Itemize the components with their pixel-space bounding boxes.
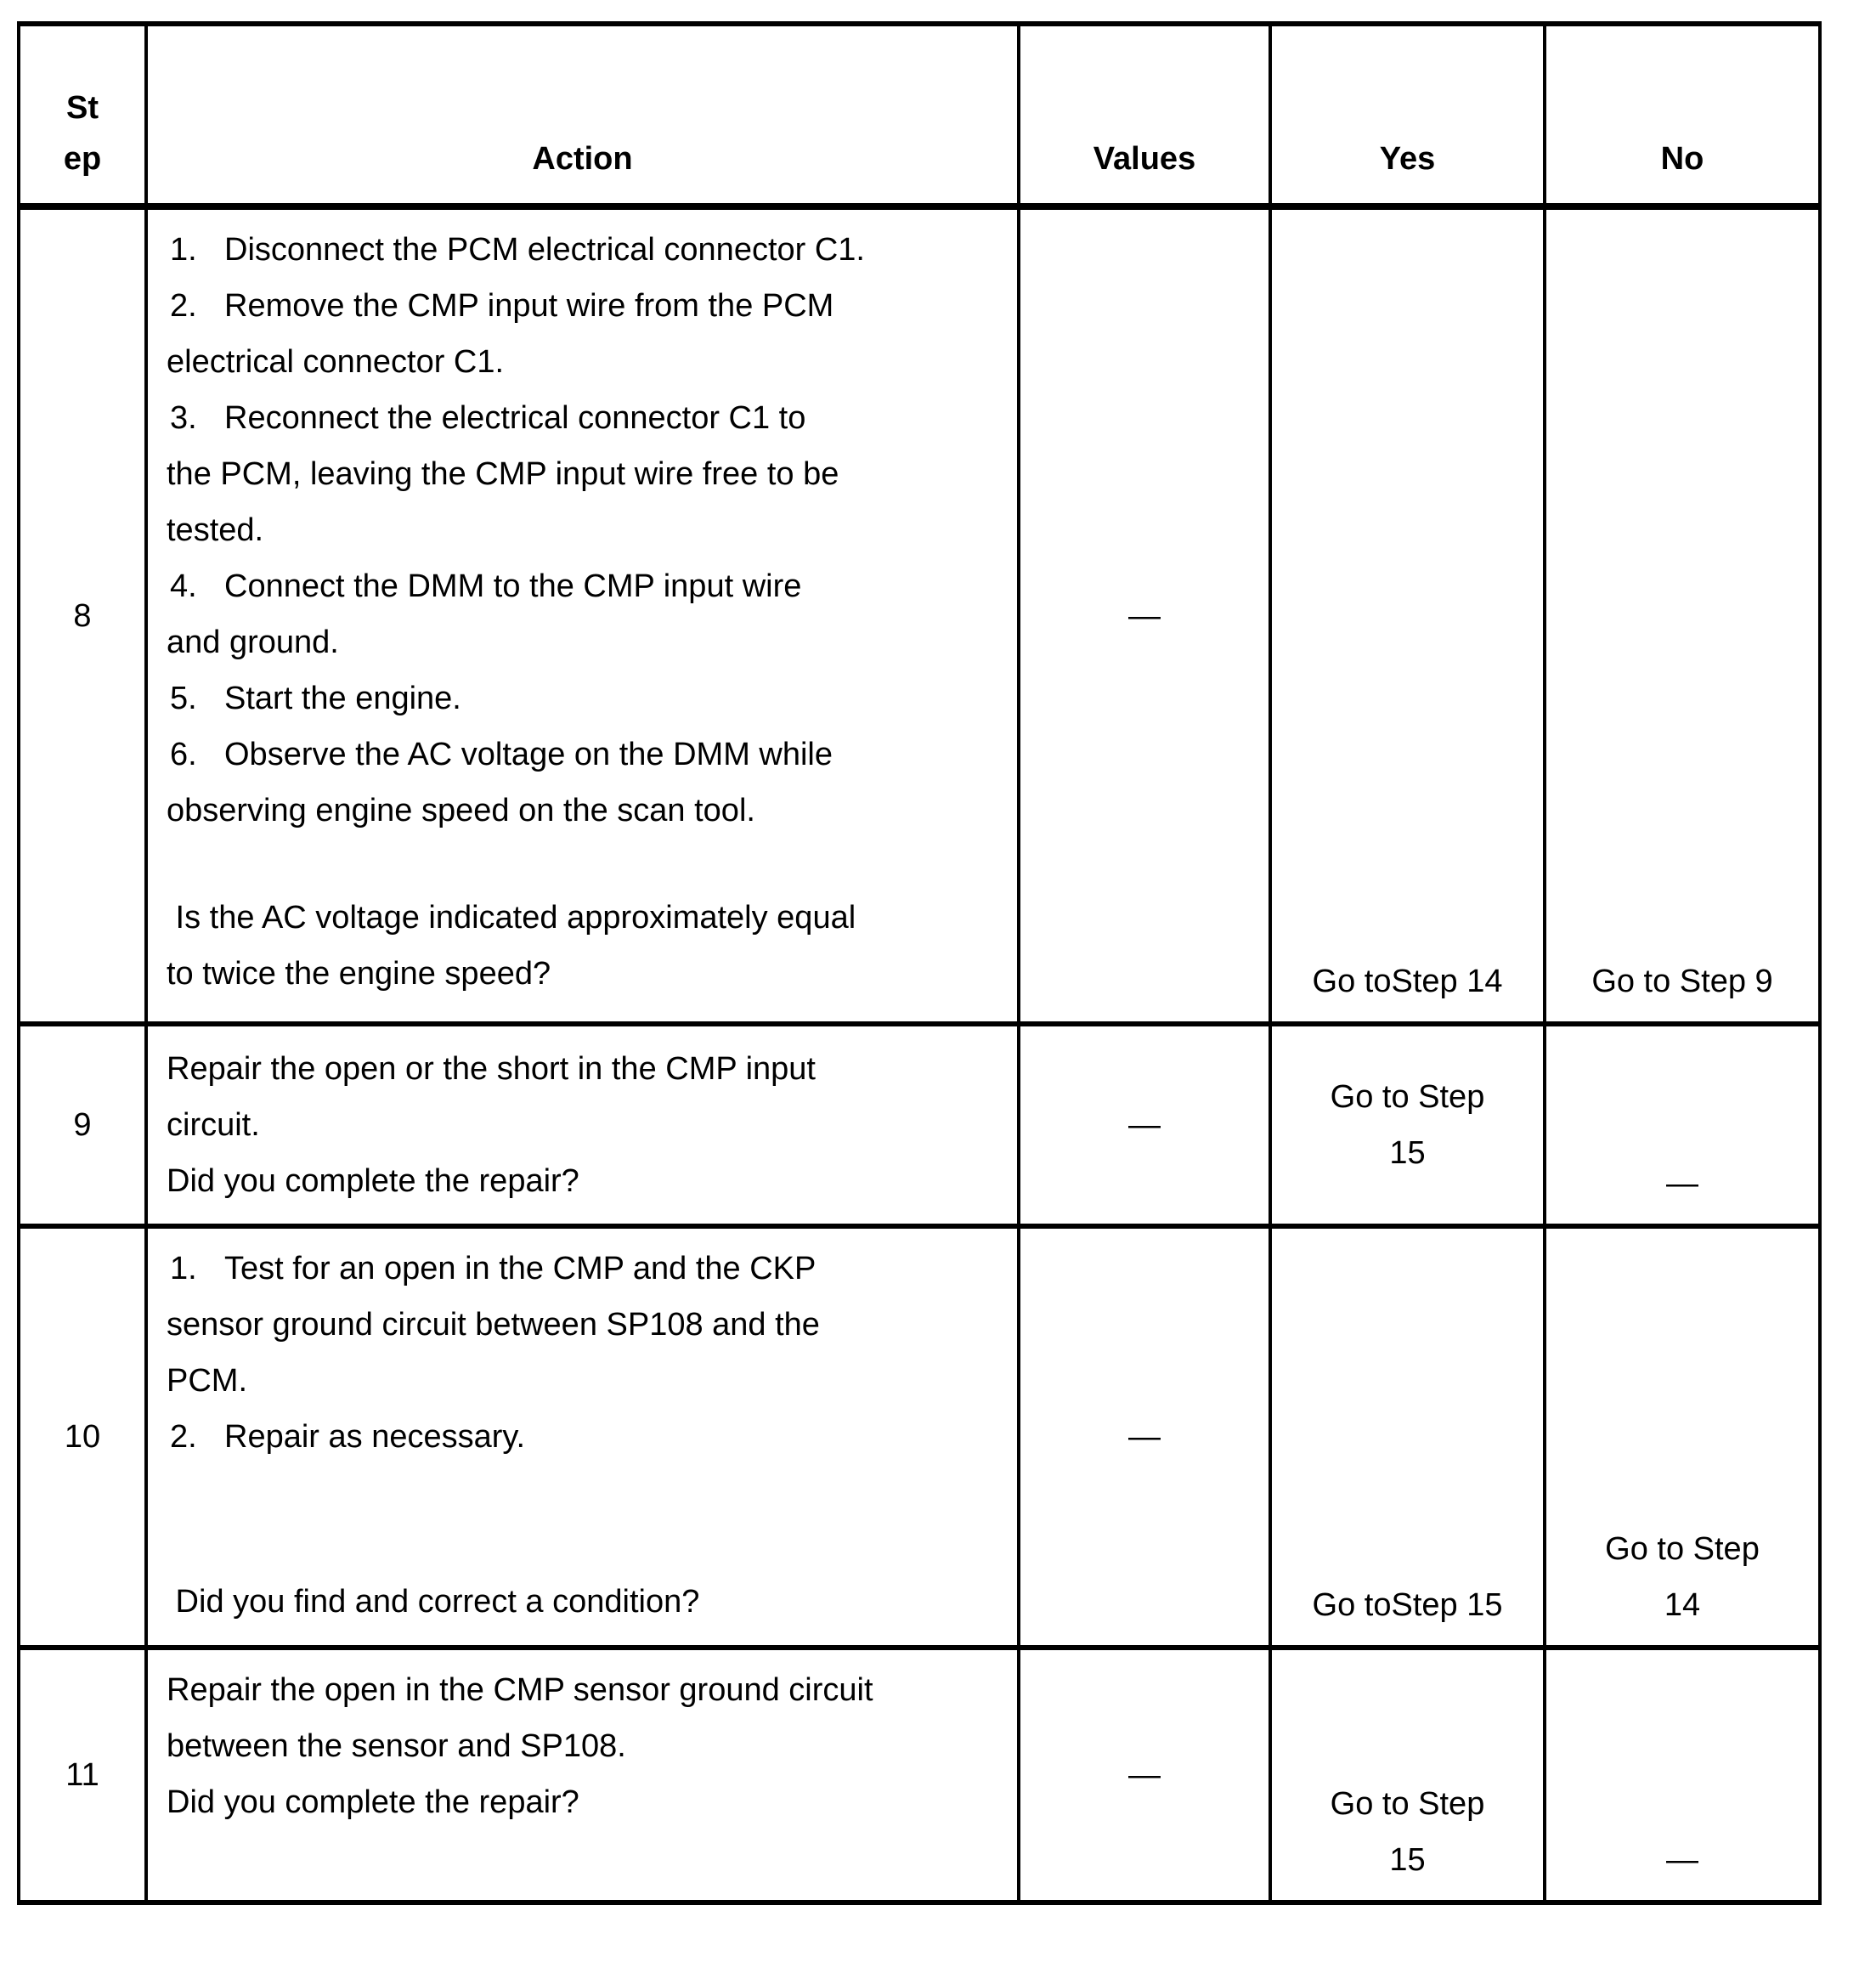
- table-row-step-9: [19, 1024, 1820, 1226]
- values-cell: —: [1019, 1648, 1270, 1903]
- item-number: 2.: [170, 288, 197, 324]
- table-row-step-8: [19, 206, 1820, 1024]
- action-question: [167, 1574, 1009, 1630]
- item-text: the PCM, leaving the CMP input wire free to be: [167, 456, 839, 492]
- action-line: Did you complete the repair?: [167, 1163, 579, 1199]
- item-text: sensor ground circuit between SP108 and the: [167, 1307, 820, 1343]
- table-row-step-11: [19, 1648, 1820, 1903]
- step-number: 10: [19, 1226, 146, 1648]
- item-text: PCM.: [167, 1363, 247, 1399]
- yes-link[interactable]: Go toStep 14: [1312, 964, 1503, 999]
- action-cell: [146, 206, 1019, 1024]
- yes-link[interactable]: Go to Step: [1330, 1786, 1485, 1822]
- yes-link[interactable]: Go toStep 15: [1312, 1587, 1503, 1623]
- action-item: [167, 222, 1009, 278]
- action-line: Repair the open in the CMP sensor ground circuit: [167, 1672, 873, 1708]
- action-item: [167, 558, 1009, 670]
- no-cell[interactable]: [1545, 206, 1820, 1024]
- header-action: Action: [146, 24, 1019, 206]
- header-yes: Yes: [1270, 24, 1545, 206]
- header-step-line2: ep: [63, 141, 102, 177]
- action-cell: [146, 1648, 1019, 1903]
- step-number: 8: [19, 206, 146, 1024]
- step-number: 11: [19, 1648, 146, 1903]
- diagnostic-step-table: [17, 21, 1822, 1905]
- action-question: [167, 890, 1009, 1002]
- yes-cell[interactable]: [1270, 206, 1545, 1024]
- action-item: [167, 727, 1009, 839]
- yes-link[interactable]: Go to Step: [1330, 1079, 1485, 1115]
- yes-cell[interactable]: [1270, 1648, 1545, 1903]
- no-link[interactable]: Go to Step: [1605, 1531, 1760, 1567]
- action-line: circuit.: [167, 1107, 260, 1143]
- action-line: Repair the open or the short in the CMP input: [167, 1051, 816, 1087]
- item-text: electrical connector C1.: [167, 344, 505, 380]
- no-cell: —: [1545, 1648, 1820, 1903]
- header-row: [19, 24, 1820, 206]
- item-text: Remove the CMP input wire from the PCM: [224, 288, 834, 324]
- item-text: Observe the AC voltage on the DMM while: [224, 737, 833, 772]
- question-line: to twice the engine speed?: [167, 956, 551, 992]
- no-cell[interactable]: [1545, 1226, 1820, 1648]
- question-line: Did you find and correct a condition?: [167, 1584, 700, 1620]
- no-cell: —: [1545, 1024, 1820, 1226]
- table-row-step-10: [19, 1226, 1820, 1648]
- yes-cell[interactable]: [1270, 1024, 1545, 1226]
- item-text: Reconnect the electrical connector C1 to: [224, 400, 806, 436]
- item-text: and ground.: [167, 625, 339, 660]
- yes-cell[interactable]: [1270, 1226, 1545, 1648]
- item-text: Test for an open in the CMP and the CKP: [224, 1251, 817, 1286]
- question-line: Is the AC voltage indicated approximately equal: [167, 900, 856, 936]
- action-item: [167, 670, 1009, 727]
- action-cell: [146, 1024, 1019, 1226]
- item-text: Start the engine.: [224, 681, 461, 716]
- step-number: 9: [19, 1024, 146, 1226]
- item-number: 6.: [170, 737, 197, 772]
- values-cell: —: [1019, 1226, 1270, 1648]
- header-step-line1: St: [66, 90, 99, 126]
- action-cell: [146, 1226, 1019, 1648]
- item-number: 4.: [170, 568, 197, 604]
- item-text: observing engine speed on the scan tool.: [167, 793, 755, 828]
- item-number: 1.: [170, 232, 197, 268]
- action-line: Did you complete the repair?: [167, 1784, 579, 1820]
- action-item: [167, 278, 1009, 390]
- header-step: [19, 24, 146, 206]
- yes-link[interactable]: 15: [1389, 1842, 1426, 1878]
- action-item: [167, 1409, 1009, 1465]
- item-text: tested.: [167, 512, 264, 548]
- values-cell: —: [1019, 206, 1270, 1024]
- header-values: Values: [1019, 24, 1270, 206]
- item-number: 2.: [170, 1419, 197, 1455]
- action-item: [167, 390, 1009, 558]
- no-link[interactable]: Go to Step 9: [1591, 964, 1773, 999]
- item-number: 5.: [170, 681, 197, 716]
- item-number: 1.: [170, 1251, 197, 1286]
- yes-link[interactable]: 15: [1389, 1135, 1426, 1171]
- no-link[interactable]: 14: [1664, 1587, 1701, 1623]
- item-text: Disconnect the PCM electrical connector C1.: [224, 232, 865, 268]
- header-no: No: [1545, 24, 1820, 206]
- item-text: Connect the DMM to the CMP input wire: [224, 568, 802, 604]
- item-number: 3.: [170, 400, 197, 436]
- action-line: between the sensor and SP108.: [167, 1728, 626, 1764]
- item-text: Repair as necessary.: [224, 1419, 526, 1455]
- values-cell: —: [1019, 1024, 1270, 1226]
- action-item: [167, 1241, 1009, 1409]
